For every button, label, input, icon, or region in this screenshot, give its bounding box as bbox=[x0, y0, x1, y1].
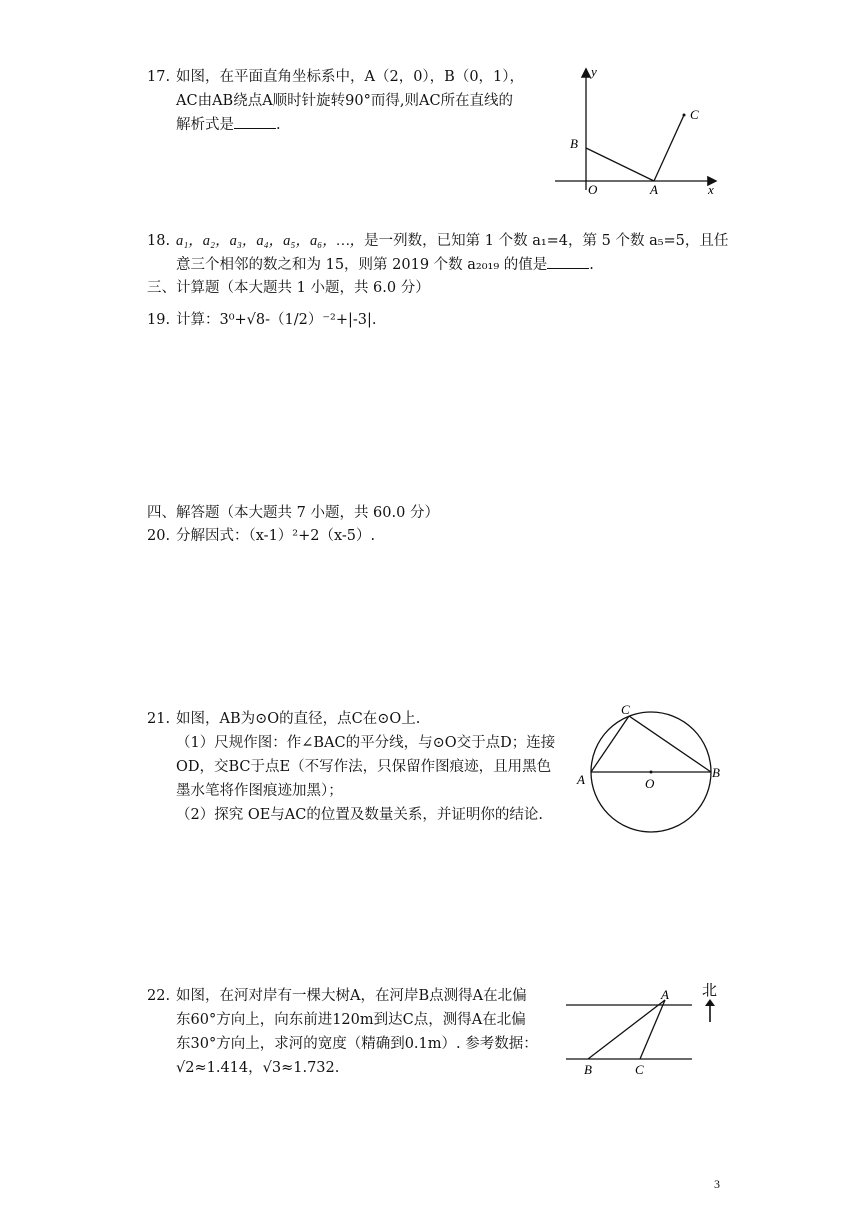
q21-line3: OD，交BC于点E（不写作法，只保留作图痕迹，且用黑色 bbox=[176, 759, 552, 775]
label-b: B bbox=[584, 1062, 592, 1077]
label-b: B bbox=[570, 136, 578, 151]
q17-line2: AC由AB绕点A顺时针旋转90°而得,则AC所在直线的 bbox=[176, 93, 514, 109]
label-c: C bbox=[690, 107, 699, 122]
q22-line2: 东60°方向上，向东前进120m到达C点，测得A在北偏 bbox=[176, 1012, 526, 1028]
q20-number: 20. bbox=[147, 528, 171, 544]
answer-blank bbox=[234, 114, 276, 129]
label-c: C bbox=[621, 702, 630, 717]
segment-ac bbox=[654, 115, 684, 181]
q17-number: 17. bbox=[147, 69, 171, 85]
page-number: 3 bbox=[714, 1177, 720, 1191]
q17-line3: 解析式是 . bbox=[176, 112, 281, 138]
label-x: x bbox=[708, 182, 714, 197]
chord-ac bbox=[591, 716, 629, 772]
q20-text: 分解因式：（x-1）²+2（x-5）. bbox=[176, 528, 376, 544]
label-o: O bbox=[588, 182, 598, 197]
q17-coordinate-figure bbox=[555, 62, 725, 197]
label-y: y bbox=[591, 64, 597, 79]
q21-line5: （2）探究 OE与AC的位置及数量关系，并证明你的结论. bbox=[176, 807, 543, 823]
label-b: B bbox=[712, 765, 720, 780]
q21-line1: 如图，AB为⊙O的直径，点C在⊙O上. bbox=[176, 711, 421, 727]
label-a: A bbox=[661, 987, 669, 1002]
q18-number: 18. bbox=[147, 233, 171, 249]
section-3-heading: 三、计算题（本大题共 1 小题，共 6.0 分） bbox=[147, 280, 430, 296]
q21-number: 21. bbox=[147, 711, 171, 727]
segment-ab bbox=[586, 148, 654, 181]
chord-cb bbox=[629, 716, 711, 772]
q22-river-figure bbox=[560, 978, 725, 1078]
q22-line4: √2≈1.414，√3≈1.732. bbox=[176, 1060, 340, 1076]
q19-text: 计算：3⁰+√8-（1/2）⁻²+|-3|. bbox=[176, 312, 377, 328]
section-4-heading: 四、解答题（本大题共 7 小题，共 60.0 分） bbox=[147, 505, 439, 521]
label-o: O bbox=[645, 776, 655, 791]
q19-number: 19. bbox=[147, 312, 171, 328]
label-a: A bbox=[650, 182, 658, 197]
q21-line4: 墨水笔将作图痕迹加黑）； bbox=[176, 783, 343, 799]
q22-line3: 东30°方向上，求河的宽度（精确到0.1m）. 参考数据： bbox=[176, 1036, 538, 1052]
q22-line1: 如图，在河对岸有一棵大树A，在河岸B点测得A在北偏 bbox=[176, 988, 527, 1004]
north-label: 北 bbox=[702, 981, 718, 999]
label-a: A bbox=[577, 772, 585, 787]
label-c: C bbox=[635, 1062, 644, 1077]
q22-number: 22. bbox=[147, 988, 171, 1004]
q18-line2: 意三个相邻的数之和为 15，则第 2019 个数 a₂₀₁₉ 的值是 . bbox=[176, 252, 594, 278]
answer-blank bbox=[547, 254, 589, 269]
q21-circle-figure bbox=[572, 700, 732, 836]
q18-line1: a₁，a₂，a₃，a₄，a₅，a₆，…，是一列数，已知第 1 个数 a₁=4，第 5 个数 a₅=5，且任 bbox=[176, 233, 729, 249]
q17-line1: 如图，在平面直角坐标系中，A（2，0），B（0，1）， bbox=[176, 69, 525, 85]
q21-line2: （1）尺规作图：作∠BAC的平分线，与⊙O交于点D；连接 bbox=[176, 735, 556, 751]
line-ba bbox=[588, 1000, 665, 1059]
